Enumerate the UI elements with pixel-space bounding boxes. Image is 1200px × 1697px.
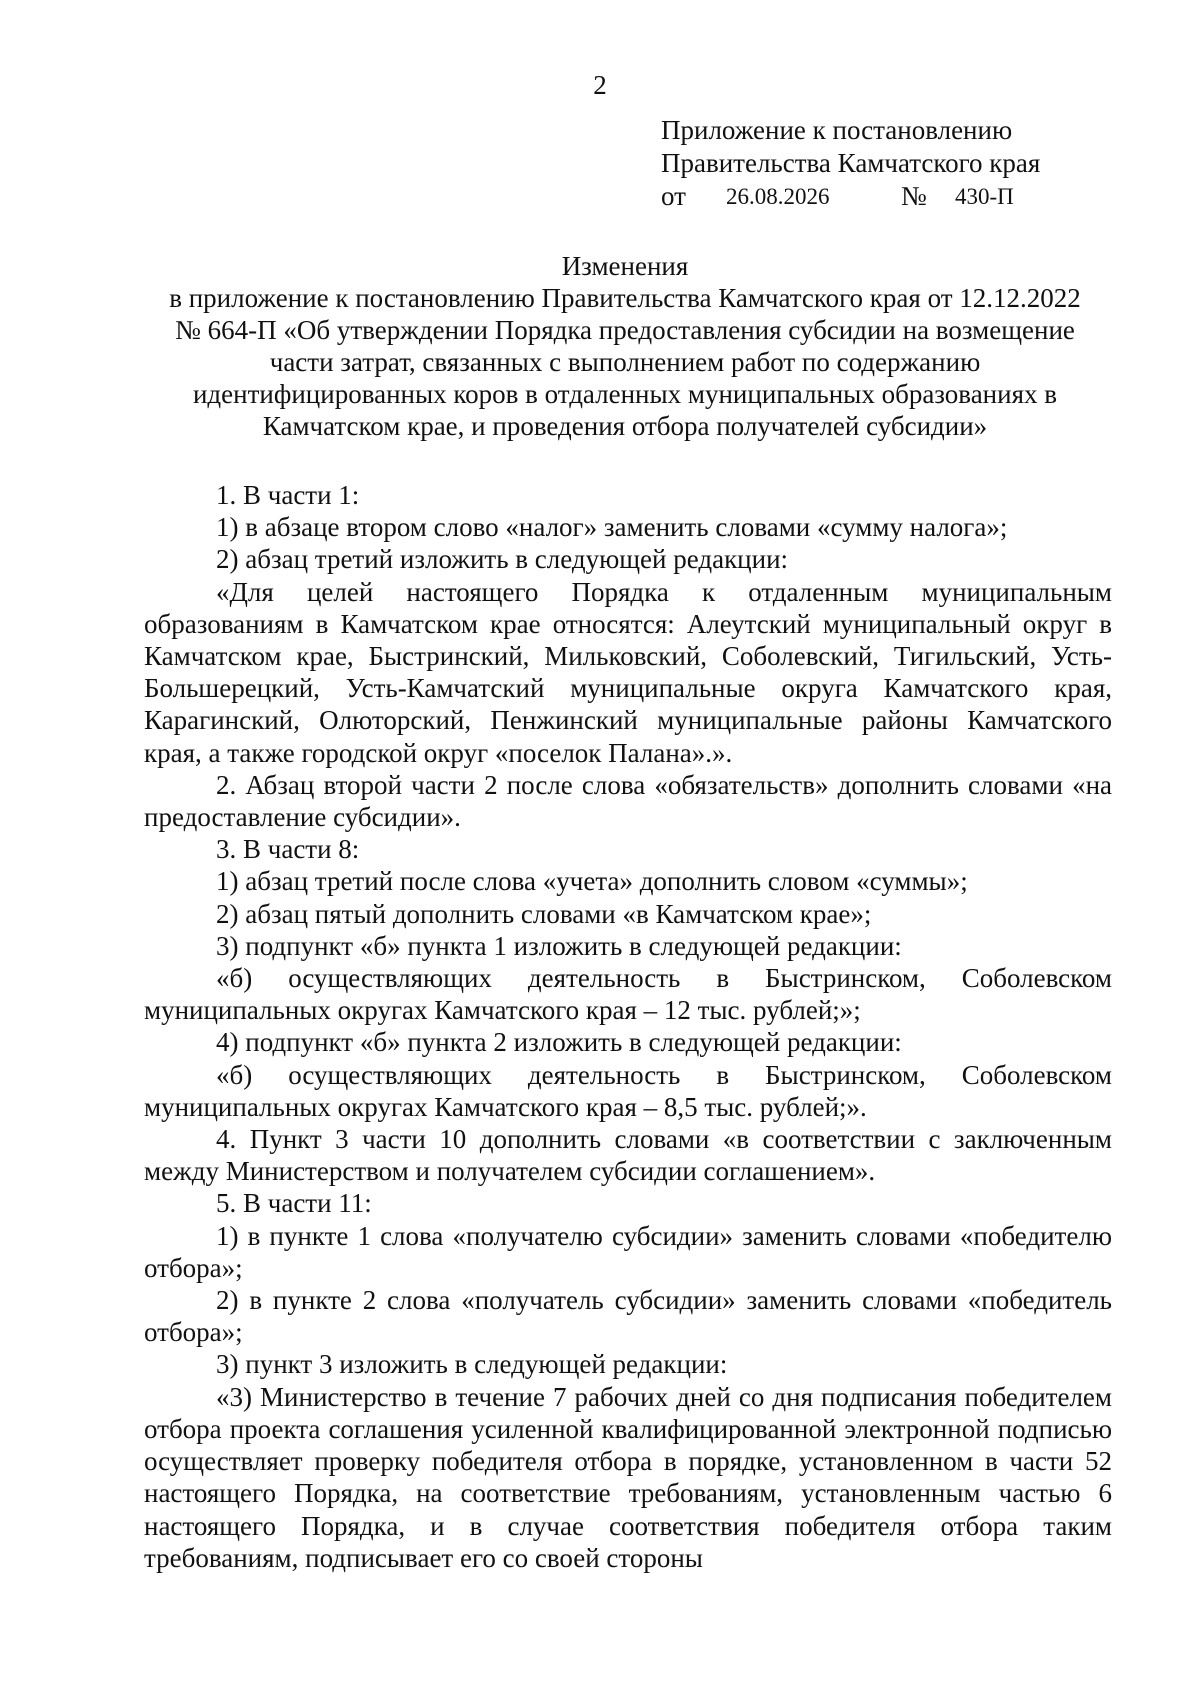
page-number: 2: [593, 70, 607, 100]
paragraph: 1) абзац третий после слова «учета» дополнить словом «суммы»;: [216, 866, 968, 897]
title-line: идентифицированных коров в отдаленных муниципальных образованиях в: [192, 379, 1057, 409]
paragraph: «б) осуществляющих деятельность в Быстринском, Соболевском муниципальных округах Камчатского края – 8,5 тыс. рублей;».: [144, 1059, 1112, 1122]
paragraph: 1. В части 1:: [216, 480, 360, 510]
document-title: [140, 250, 1110, 442]
paragraph: 2) абзац пятый дополнить словами «в Камчатском крае»;: [216, 898, 872, 929]
appendix-date-line: [661, 180, 1040, 213]
paragraph: 3) подпункт «б» пункта 1 изложить в следующей редакции:: [216, 930, 902, 961]
number-label: №: [901, 181, 927, 211]
title-line: Камчатском крае, и проведения отбора получателей субсидии»: [262, 411, 988, 441]
resolution-number: 430-П: [955, 184, 1014, 209]
paragraph: 5. В части 11:: [216, 1188, 372, 1219]
date-from-label: от: [661, 181, 686, 211]
appendix-block: [661, 114, 1040, 213]
paragraph: «б) осуществляющих деятельность в Быстринском, Соболевском муниципальных округах Камчатского края – 12 тыс. рублей;»;: [144, 963, 1112, 1026]
title-line: № 664-П «Об утверждении Порядка предоставления субсидии на возмещение: [175, 315, 1075, 345]
paragraph: 3) пункт 3 изложить в следующей редакции:: [216, 1349, 728, 1380]
paragraph: 1) в абзаце втором слово «налог» заменить словами «сумму налога»;: [216, 512, 1008, 543]
paragraph: 4. Пункт 3 части 10 дополнить словами «в соответствии с заключенным между Министерством и получателем субсидии соглашением».: [144, 1124, 1112, 1187]
title-line: в приложение к постановлению Правительства Камчатского края от 12.12.2022: [169, 283, 1081, 313]
appendix-line-2: Правительства Камчатского края: [661, 148, 1041, 178]
title-heading: Изменения: [561, 251, 689, 281]
paragraph: 2) в пункте 2 слова «получатель субсидии» заменить словами «победитель отбора»;: [144, 1285, 1112, 1348]
paragraph: 2) абзац третий изложить в следующей редакции:: [216, 544, 789, 575]
paragraph: 2. Абзац второй части 2 после слова «обязательств» дополнить словами «на предоставление субсидии».: [144, 769, 1112, 833]
paragraph: 3. В части 8:: [216, 834, 360, 865]
title-line: части затрат, связанных с выполнением работ по содержанию: [269, 347, 981, 377]
paragraph: 1) в пункте 1 слова «получателю субсидии» заменить словами «победителю отбора»;: [144, 1220, 1112, 1283]
paragraph: «3) Министерство в течение 7 рабочих дней со дня подписания победителем отбора проекта соглашения усиленной квалифицированной электронной подписью осуществляет проверку победителя отбора в порядке, установленном в части 52 настоящего Порядка, на соответствие требованиям, установленным частью 6 настоящего Порядка, и в случае соответствия победителя отбора таким требованиям, подписывает его со своей стороны: [144, 1381, 1112, 1573]
appendix-line-1: Приложение к постановлению: [661, 115, 1013, 145]
paragraph: «Для целей настоящего Порядка к отдаленным муниципальным образованиям в Камчатском крае относятся: Алеутский муниципальный округ в Камчатском крае, Быстринский, Мильковский, Соболевский, Тигильский, Усть-Большерецкий, Усть-Камчатский муниципальные округа Камчатского края, Карагинский, Олюторский, Пенжинский муниципальные районы Камчатского края, а также городской округ «поселок Палана».».: [144, 576, 1112, 768]
paragraph: 4) подпункт «б» пункта 2 изложить в следующей редакции:: [216, 1027, 902, 1058]
document-body: [144, 479, 1112, 1574]
resolution-date: 26.08.2026: [726, 184, 830, 209]
